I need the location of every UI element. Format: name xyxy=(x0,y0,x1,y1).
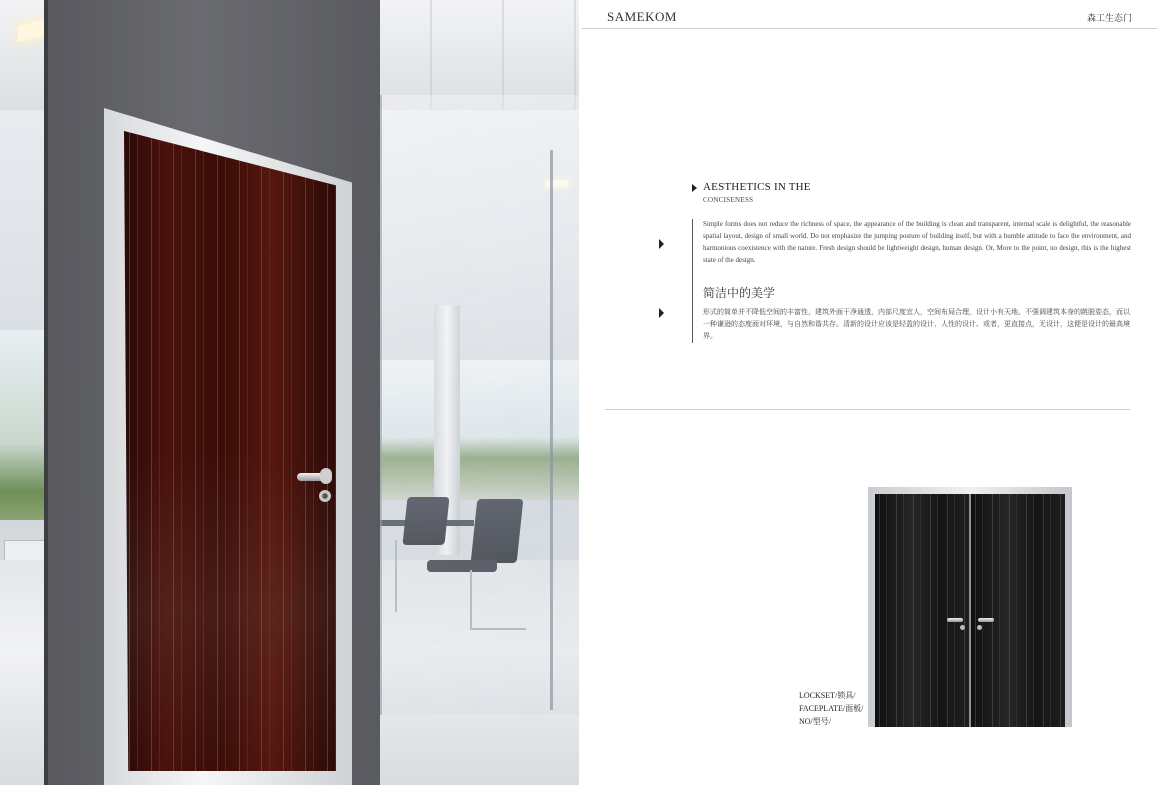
header-divider xyxy=(582,28,1157,29)
door-leaf-right xyxy=(971,494,1065,727)
section-divider xyxy=(605,409,1130,410)
triangle-marker-icon xyxy=(659,239,664,249)
handle-rose xyxy=(320,468,332,484)
door-logo xyxy=(314,180,328,188)
spec-faceplate: FACEPLATE/面板/ xyxy=(799,704,864,713)
triangle-bullet-icon xyxy=(692,184,697,192)
keyhole-right xyxy=(977,625,982,630)
spec-model-no: NO/型号/ xyxy=(799,717,831,726)
spec-lockset: LOCKSET/锁具/ xyxy=(799,691,856,700)
door-reflection xyxy=(124,131,336,771)
vertical-divider xyxy=(692,219,693,343)
triangle-marker-icon xyxy=(659,308,664,318)
brand-cn-name: 森工生态门 xyxy=(1086,13,1132,23)
chinese-heading: 简洁中的美学 xyxy=(703,286,776,300)
brand-name: SAMEKOM xyxy=(607,9,677,24)
door-leaf-left xyxy=(875,494,969,727)
door-split xyxy=(969,494,971,727)
glass-post xyxy=(550,150,553,710)
section-subtitle: CONCISENESS xyxy=(703,196,754,204)
window-view xyxy=(0,330,48,520)
english-paragraph: Simple forms does not reduce the richness of space, the appearance of the building is clean and transparent, internal scale is delightful, the reasonable spatial layout, design of small world. Do not emphasize the jumping posture of building itself, but with a humble attitude to face the environment, and harmonious coexistence with the nature. Fresh design should be lightweight design, human design. Or, More to the point, no design, this is the highest state of the design. xyxy=(703,220,1131,264)
door-handle-right xyxy=(978,618,994,622)
keyhole xyxy=(319,490,331,502)
door-handle-left xyxy=(947,618,963,622)
chinese-paragraph: 形式的简单并不降低空间的丰富性，建筑外面干净通透，内部尺度宜人，空间布局合理，设计小有天地。不强调建筑本身的跳脱姿态，而以一种谦逊的态度面对环境，与自然和谐共存。清新的设计应该是轻盈的设计、人性的设计。或者，更直接点，无设计，这便是设计的最高境界。 xyxy=(703,308,1130,340)
keyhole-left xyxy=(960,625,965,630)
section-title: AESTHETICS IN THE xyxy=(703,181,811,193)
